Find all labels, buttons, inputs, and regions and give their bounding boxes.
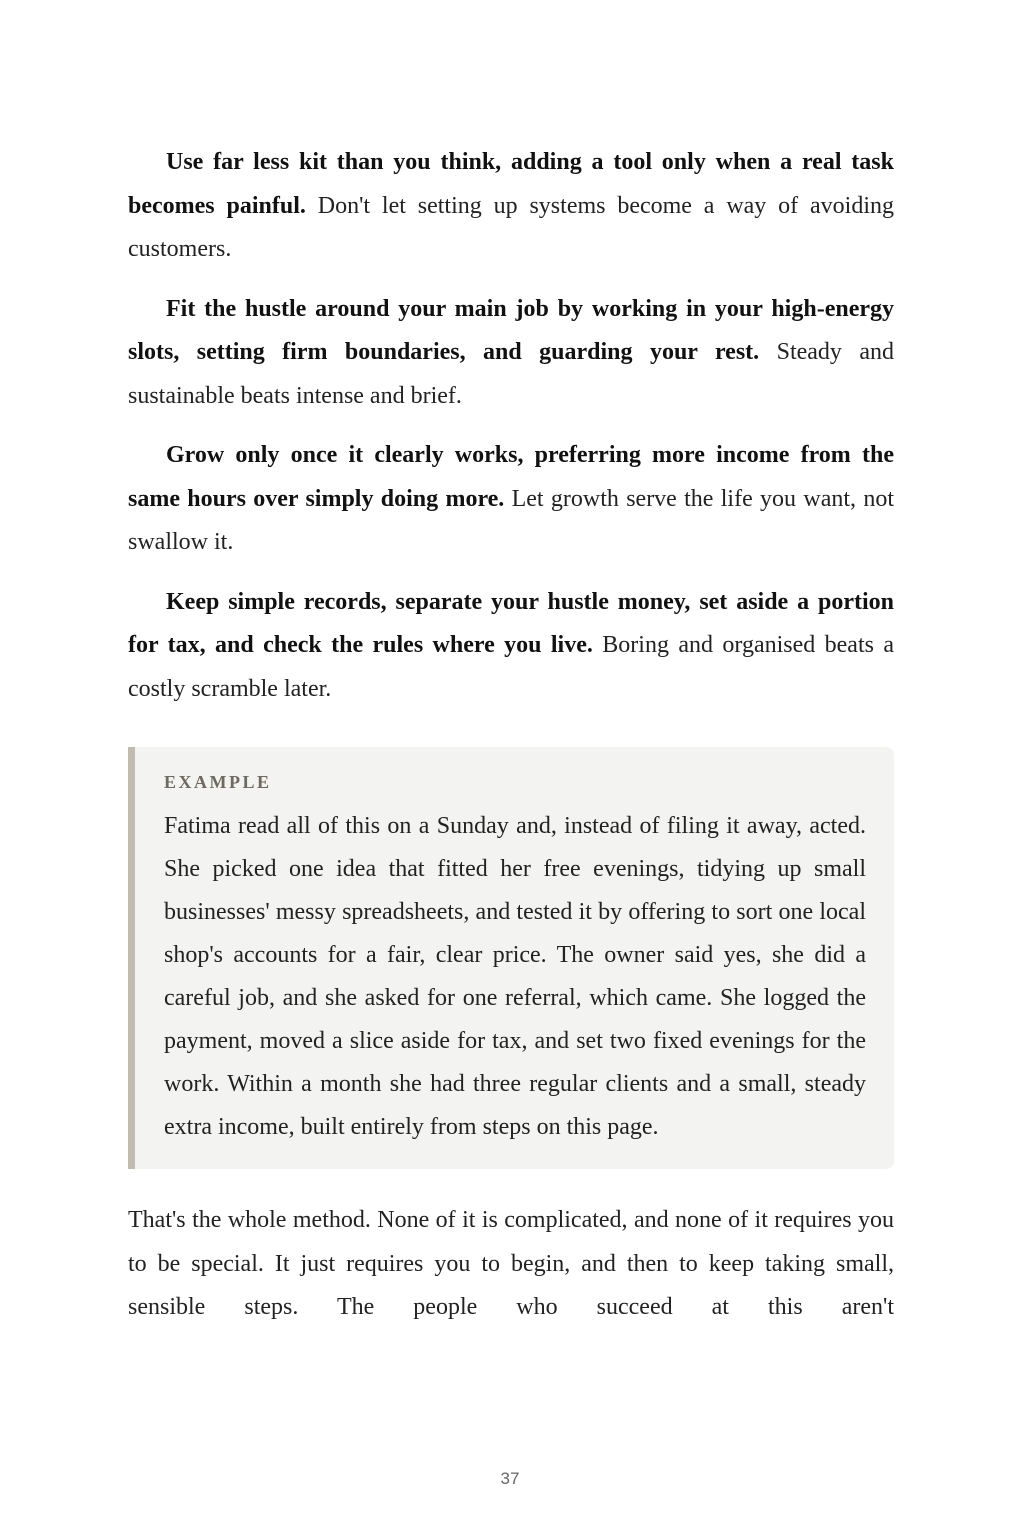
tip-paragraph-kit <box>128 141 894 272</box>
tip-lead: Keep simple records, separate your hustle money, set aside a portion for tax, and check the rules where you live. <box>128 588 894 658</box>
tip-paragraph-grow <box>128 434 894 565</box>
tip-paragraph-fit <box>128 288 894 419</box>
example-text: Fatima read all of this on a Sunday and, instead of filing it away, acted. She picked one idea that fitted her free evenings, tidying up small businesses' messy spreadsheets, and tested it by offering to sort one local shop's accounts for a fair, clear price. The owner said yes, she did a careful job, and she asked for one referral, which came. She logged the payment, moved a slice aside for tax, and set two fixed evenings for the work. Within a month she had three regular clients and a small, steady extra income, built entirely from steps on this page. <box>164 813 866 1140</box>
tip-body: Steady and sustainable beats intense and brief. <box>128 339 894 409</box>
page-content <box>128 141 894 1354</box>
tip-paragraph-records <box>128 581 894 712</box>
tip-lead: Fit the hustle around your main job by working in your high-energy slots, setting firm boundaries, and guarding your rest. <box>128 295 894 365</box>
tip-body: Boring and organised beats a costly scramble later. <box>128 632 895 702</box>
tip-lead: Use far less kit than you think, adding a tool only when a real task becomes painful. <box>128 149 894 219</box>
tip-body: Don't let setting up systems become a way of avoiding customers. <box>128 192 894 262</box>
page-number: 37 <box>500 1469 520 1488</box>
tip-lead: Grow only once it clearly works, preferring more income from the same hours over simply doing more. <box>128 442 894 512</box>
example-label: EXAMPLE <box>164 772 272 792</box>
example-callout <box>128 747 894 1169</box>
tip-body: Let growth serve the life you want, not swallow it. <box>128 485 894 555</box>
closing-paragraph: That's the whole method. None of it is complicated, and none of it requires you to be special. It just requires you to begin, and then to keep taking small, sensible steps. The people who succeed at this aren't <box>128 1207 894 1320</box>
